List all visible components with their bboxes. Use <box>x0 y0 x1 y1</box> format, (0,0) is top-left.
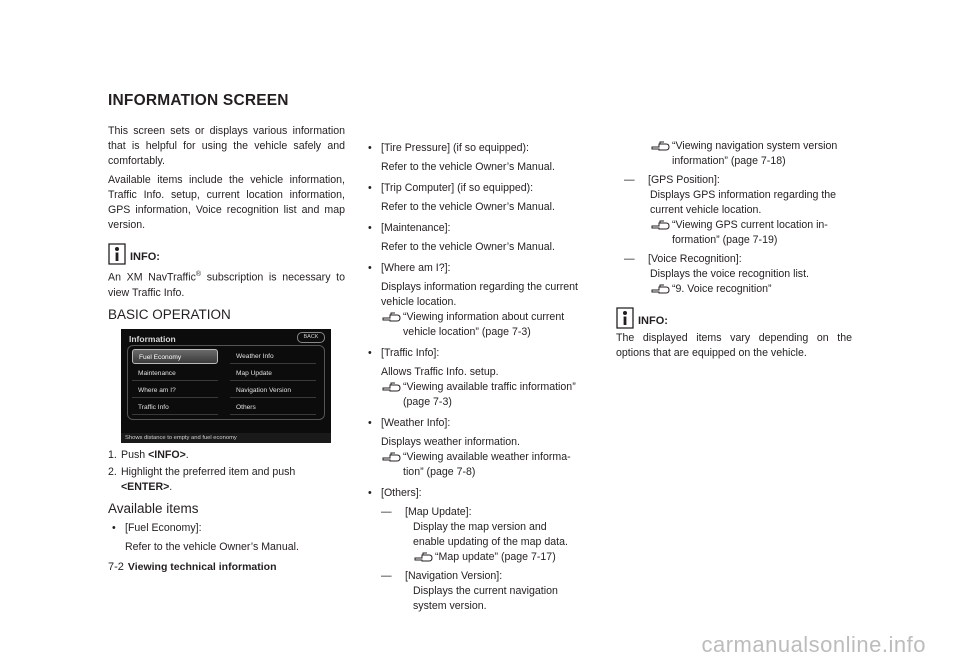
page-footer <box>108 561 277 573</box>
reference-arrow-icon <box>650 218 672 232</box>
item-body <box>381 141 555 175</box>
item-title: [Traffic Info]: <box>381 347 440 359</box>
bullet: • <box>368 262 372 274</box>
info-note-1 <box>108 243 345 265</box>
key-label: <ENTER> <box>121 480 170 493</box>
step-text <box>121 448 189 463</box>
screen-menu-frame <box>127 345 325 420</box>
reference-text: “Viewing navigation system version information” (page 7-18) <box>672 140 838 167</box>
reference-arrow-icon <box>413 550 435 564</box>
dash: — <box>624 253 635 265</box>
info-label: INFO: <box>638 315 668 327</box>
item-weather-info <box>368 416 578 480</box>
step-text-part: Highlight the preferred item and push <box>121 465 296 478</box>
column-1 <box>108 124 345 555</box>
screen-item-weather-info: Weather Info <box>230 349 316 364</box>
section-basic-operation: BASIC OPERATION <box>108 306 231 322</box>
reference-text: “Viewing available weather informa- tion” (page 7-8) <box>403 451 571 478</box>
subitem-title: [GPS Position]: <box>648 174 720 186</box>
item-desc: Refer to the vehicle Owner’s Manual. <box>381 201 555 213</box>
screen-status-bar: Shows distance to empty and fuel economy <box>121 433 331 443</box>
screen-item-map-update: Map Update <box>230 366 316 381</box>
item-desc: Refer to the vehicle Owner’s Manual. <box>125 540 299 553</box>
subitem-body <box>405 569 578 614</box>
item-desc: Refer to the vehicle Owner’s Manual. <box>381 161 555 173</box>
page-number: 7-2 <box>108 561 124 573</box>
item-body <box>381 486 578 614</box>
screen-item-navigation-version: Navigation Version <box>230 383 316 398</box>
reference-arrow-icon <box>650 282 672 296</box>
watermark: carmanualsonline.info <box>701 632 926 657</box>
item-tire-pressure <box>368 141 578 175</box>
intro-paragraph-1: This screen sets or displays various information that is helpful for using the vehicle safely and comfortably. <box>108 125 345 167</box>
registered-mark: ® <box>195 271 202 278</box>
item-traffic-info <box>368 346 578 410</box>
item-body <box>381 346 578 410</box>
screen-back-button: BACK <box>297 332 325 343</box>
step-number: 2. <box>108 465 117 478</box>
info-note-2 <box>616 307 852 329</box>
chapter-title: Viewing technical information <box>127 561 277 573</box>
step-text-part: . <box>185 448 189 461</box>
page-heading: INFORMATION SCREEN <box>108 92 289 109</box>
subitem-title: [Navigation Version]: <box>405 570 503 582</box>
info-note-1-text <box>108 267 345 301</box>
bullet: • <box>368 347 372 359</box>
reference-text: “9. Voice recognition” <box>672 283 772 295</box>
info-note-text-part: An XM NavTraffic <box>108 271 196 284</box>
step-number: 1. <box>108 448 117 461</box>
item-title: [Maintenance]: <box>381 222 451 234</box>
info-icon <box>616 307 634 329</box>
item-title: [Trip Computer] (if so equipped): <box>381 182 534 194</box>
info-note-2-text: The displayed items vary depending on the options that are equipped on the vehicle. <box>616 332 852 359</box>
reference-text: “Viewing GPS current location in- formation” (page 7-19) <box>672 219 828 246</box>
item-body <box>381 261 578 340</box>
subitem-desc: Display the map version and enable updating of the map data. <box>413 521 568 548</box>
item-title: [Others]: <box>381 487 422 499</box>
item-title: [Where am I?]: <box>381 262 451 274</box>
item-body <box>125 521 299 555</box>
reference-text: “Viewing available traffic information” (page 7-3) <box>403 381 576 408</box>
bullet: • <box>368 487 372 499</box>
info-note-text-part: subscription is necessary to view Traffic Info. <box>108 271 346 299</box>
item-others <box>368 486 578 614</box>
subitem-desc: Displays the current navigation system version. <box>413 585 558 612</box>
subitem-body <box>405 505 578 565</box>
screen-item-where-am-i: Where am I? <box>132 383 218 398</box>
subitem-desc: Displays GPS information regarding the current vehicle location. <box>650 189 837 216</box>
subitem-desc: Displays the voice recognition list. <box>650 268 809 280</box>
bullet: • <box>112 521 116 534</box>
item-fuel-economy <box>108 521 345 555</box>
reference-text: “Map update” (page 7-17) <box>435 551 556 563</box>
screen-title: Information <box>129 333 176 344</box>
subitem-map-update <box>381 505 578 565</box>
subitem-navigation-version <box>381 569 578 614</box>
step-2 <box>108 465 345 495</box>
item-maintenance <box>368 221 578 255</box>
reference-map-update <box>405 550 578 565</box>
column-3 <box>616 139 852 361</box>
item-desc: Allows Traffic Info. setup. <box>381 366 499 378</box>
bullet: • <box>368 417 372 429</box>
bullet: • <box>368 182 372 194</box>
reference-weather-info <box>381 450 578 480</box>
info-icon <box>108 243 126 265</box>
dash: — <box>381 570 392 582</box>
reference-gps-position <box>648 218 852 248</box>
item-where-am-i <box>368 261 578 340</box>
screen-item-traffic-info: Traffic Info <box>132 400 218 415</box>
subitem-gps-position <box>616 173 852 248</box>
reference-voice-recognition <box>648 282 809 297</box>
step-1 <box>108 448 345 463</box>
reference-text: “Viewing information about current vehicle location” (page 7-3) <box>403 311 565 338</box>
subitem-voice-recognition <box>616 252 852 297</box>
section-available-items: Available items <box>108 500 199 516</box>
subitem-title: [Map Update]: <box>405 506 472 518</box>
screen-item-fuel-economy: Fuel Economy <box>132 349 218 364</box>
item-desc: Displays information regarding the current vehicle location. <box>381 281 578 308</box>
item-trip-computer <box>368 181 578 215</box>
item-body <box>381 221 555 255</box>
reference-arrow-icon <box>381 310 403 324</box>
reference-where-am-i <box>381 310 578 340</box>
item-desc: Displays weather information. <box>381 436 520 448</box>
item-desc: Refer to the vehicle Owner’s Manual. <box>381 241 555 253</box>
item-title: [Tire Pressure] (if so equipped): <box>381 142 529 154</box>
subitem-body <box>648 173 852 248</box>
item-body <box>381 181 555 215</box>
screen-item-others: Others <box>230 400 316 415</box>
reference-arrow-icon <box>650 139 672 153</box>
info-label: INFO: <box>130 251 160 263</box>
item-title: [Weather Info]: <box>381 417 451 429</box>
intro-paragraph-2: Available items include the vehicle information, Traffic Info. setup, current location information, GPS information, Voice recognition list and map version. <box>108 174 345 231</box>
step-text-part: Push <box>121 448 149 461</box>
bullet: • <box>368 142 372 154</box>
reference-traffic-info <box>381 380 578 410</box>
reference-navigation-version <box>616 139 852 169</box>
dash: — <box>381 506 392 518</box>
step-text-part: . <box>169 480 173 493</box>
column-2 <box>368 141 578 614</box>
item-body <box>381 416 578 480</box>
key-label: <INFO> <box>148 448 186 461</box>
info-screen-image <box>121 329 331 443</box>
reference-arrow-icon <box>381 380 403 394</box>
dash: — <box>624 174 635 186</box>
step-text <box>121 465 295 495</box>
bullet: • <box>368 222 372 234</box>
item-title: [Fuel Economy]: <box>125 521 202 534</box>
screen-item-maintenance: Maintenance <box>132 366 218 381</box>
subitem-body <box>648 252 809 297</box>
reference-arrow-icon <box>381 450 403 464</box>
subitem-title: [Voice Recognition]: <box>648 253 742 265</box>
